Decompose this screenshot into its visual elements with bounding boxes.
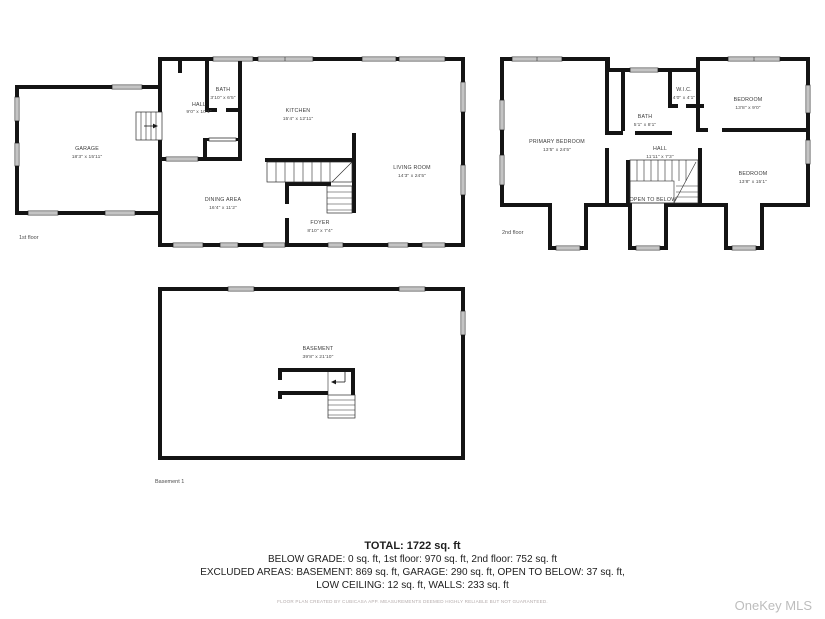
room-dims-wic: 4'0" x 4'1" (672, 96, 696, 101)
first-floor-plan (15, 57, 465, 247)
room-dims-hall-2f: 11'11" x 7'3" (646, 155, 674, 160)
summary-below-grade: BELOW GRADE: 0 sq. ft, 1st floor: 970 sq. ft, 2nd floor: 752 sq. ft (267, 554, 558, 565)
room-label-bath-2f: BATH (637, 114, 653, 120)
watermark-onekey-mls: OneKey MLS (734, 598, 812, 613)
room-label-bedroom-bottom: BEDROOM (738, 171, 768, 177)
room-dims-bedroom-top: 13'8" x 9'0" (735, 106, 761, 111)
room-dims-bath-1f: 3'10" x 6'5" (210, 96, 236, 101)
area-summary-block (0, 540, 825, 604)
room-dims-bath-2f: 5'1" x 8'1" (633, 123, 657, 128)
room-dims-dining-area: 16'4" x 11'2" (209, 206, 237, 211)
second-floor-label: 2nd floor (502, 230, 524, 236)
room-label-wic: W.I.C. (676, 87, 692, 93)
room-label-basement: BASEMENT (302, 346, 334, 352)
room-label-open-to-below: OPEN TO BELOW (629, 197, 677, 203)
room-label-hall-2f: HALL (652, 146, 668, 152)
garage-entry-steps (136, 112, 162, 140)
basement-floor-label: Basement 1 (155, 479, 185, 485)
room-dims-basement: 39'8" x 21'10" (302, 355, 334, 360)
summary-total: TOTAL: 1722 sq. ft (364, 540, 461, 552)
room-label-kitchen: KITCHEN (285, 108, 311, 114)
room-label-living-room: LIVING ROOM (393, 165, 431, 171)
room-dims-garage: 18'3" x 15'11" (71, 155, 103, 160)
room-dims-primary-bedroom: 13'5" x 24'5" (542, 148, 572, 153)
basement-plan (155, 287, 465, 485)
summary-disclaimer: FLOOR PLAN CREATED BY CUBICASA APP. MEASUREMENTS DEEMED HIGHLY RELIABLE BUT NOT GUARANTEED. (277, 599, 548, 604)
first-floor-label: 1st floor (19, 235, 39, 241)
first-floor-stairs (267, 162, 352, 213)
room-label-foyer: FOYER (310, 220, 330, 226)
room-dims-bedroom-bottom: 13'8" x 15'1" (738, 180, 768, 185)
room-dims-foyer: 8'10" x 7'4" (307, 229, 333, 234)
room-label-dining-area: DINING AREA (204, 197, 242, 203)
room-dims-living-room: 14'3" x 24'5" (397, 174, 427, 179)
summary-excluded-areas: EXCLUDED AREAS: BASEMENT: 869 sq. ft, GARAGE: 290 sq. ft, OPEN TO BELOW: 37 sq. ft, (200, 567, 625, 578)
basement-stairs (278, 368, 355, 418)
room-label-bath-1f: BATH (215, 87, 231, 93)
room-label-bedroom-top: BEDROOM (733, 97, 763, 103)
room-label-hall-1f: HALL (191, 102, 207, 108)
room-dims-hall-1f: 9'0" x 10'1" (186, 110, 212, 115)
summary-low-ceiling-walls: LOW CEILING: 12 sq. ft, WALLS: 233 sq. ft (316, 580, 509, 591)
room-dims-kitchen: 15'4" x 12'11" (282, 117, 314, 122)
room-label-primary-bedroom: PRIMARY BEDROOM (529, 139, 585, 145)
second-floor-plan (500, 57, 810, 250)
room-label-garage: GARAGE (75, 146, 99, 152)
